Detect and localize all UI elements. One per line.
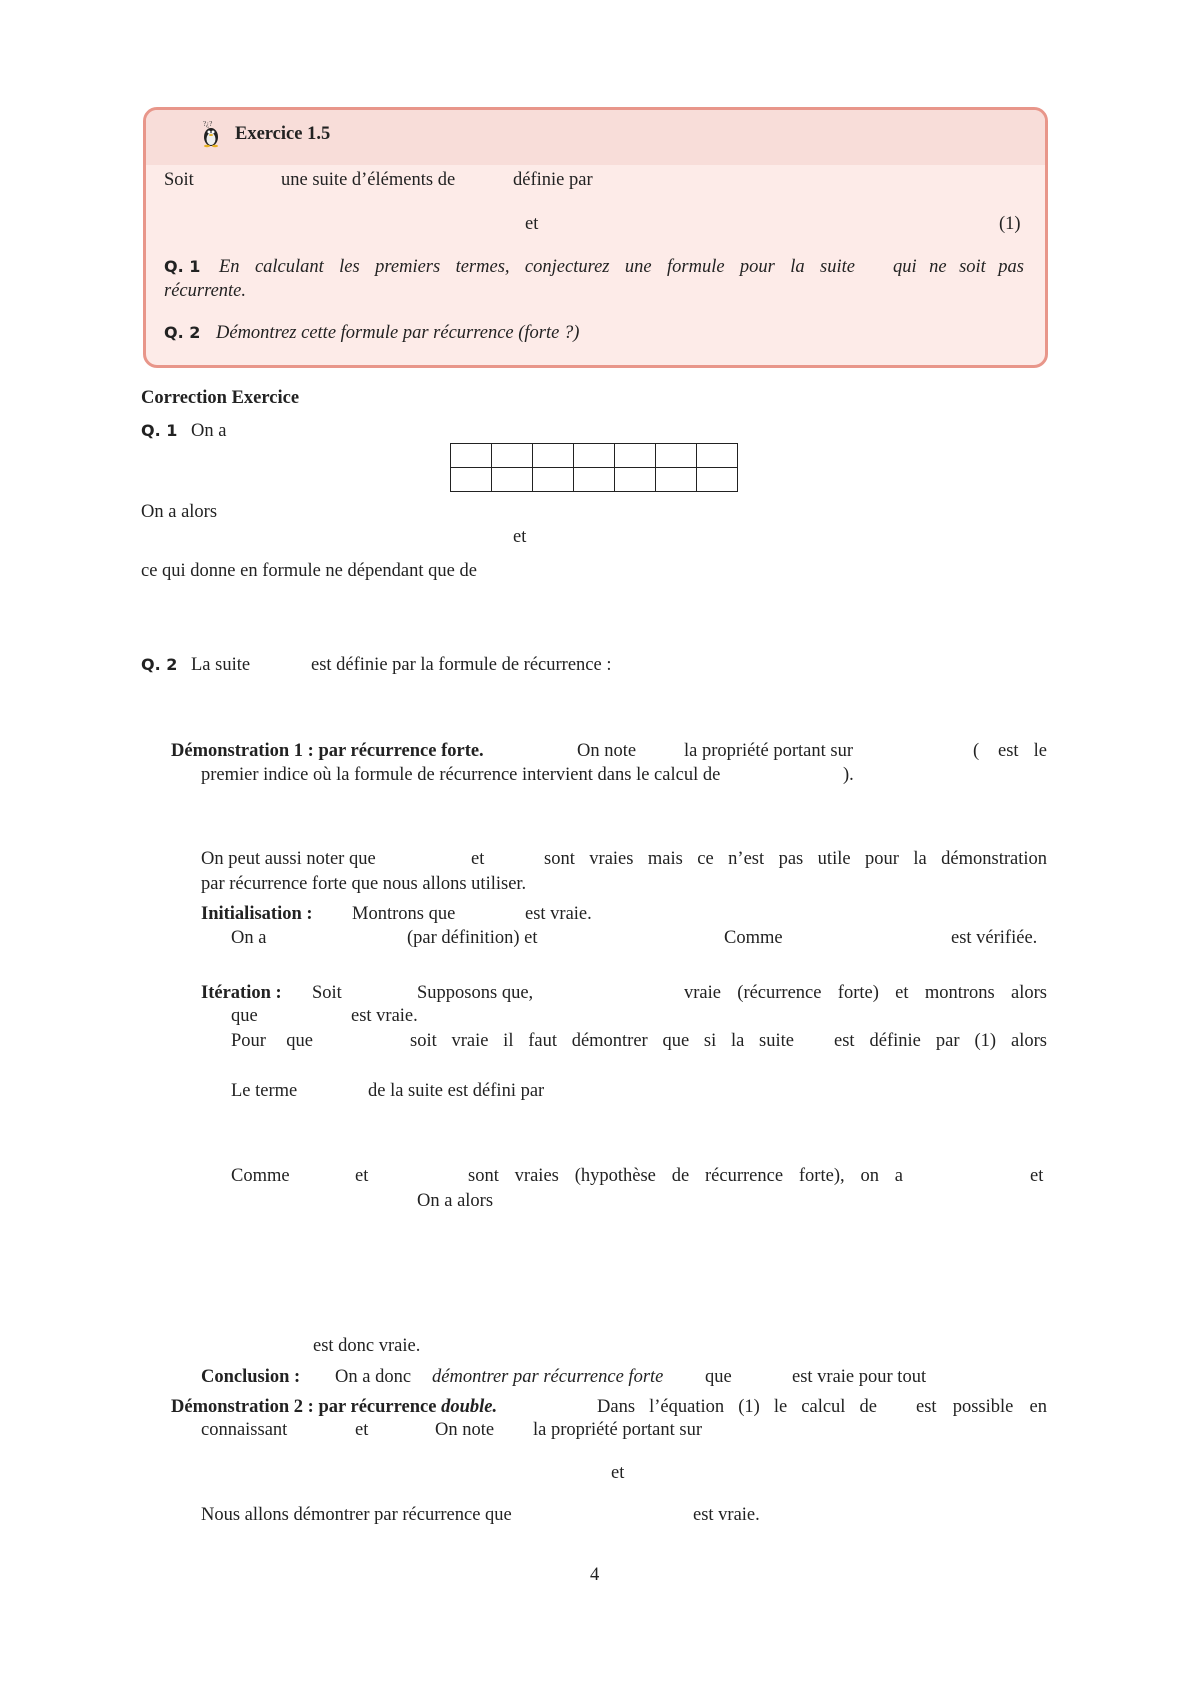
text: et [1030, 1166, 1044, 1186]
text: Montrons que [352, 904, 456, 924]
text: et [525, 214, 539, 234]
text: est définie par la formule de récurrence : [311, 655, 612, 675]
text: la propriété portant sur [533, 1420, 703, 1440]
question-label: Q. 1 [141, 421, 178, 440]
question-label: Q. 1 [164, 257, 201, 276]
text: est vraie pour tout [792, 1367, 927, 1387]
text: Pour que [231, 1031, 313, 1051]
conclusion-label: Conclusion : [201, 1367, 301, 1387]
text: ). [843, 765, 854, 785]
text: Dans l’équation (1) le calcul de [597, 1397, 877, 1417]
text: et [513, 527, 527, 547]
text: Soit [312, 983, 342, 1003]
question-label: Q. 2 [164, 323, 201, 342]
correction-title: Correction Exercice [141, 388, 300, 408]
question-text: Démontrez cette formule par récurrence (forte ?) [216, 323, 580, 343]
tux-penguin-icon [200, 120, 222, 148]
text: La suite [191, 655, 251, 675]
question-text: En calculant les premiers termes, conjecturez une formule pour la suite [219, 257, 855, 277]
text: démontrer par récurrence forte [432, 1367, 664, 1387]
equation-number: (1) [999, 214, 1021, 234]
text: que [231, 1006, 258, 1026]
text: est vraie. [693, 1505, 760, 1525]
text: On a alors [417, 1191, 494, 1211]
text: Comme [724, 928, 783, 948]
text: est vraie. [525, 904, 592, 924]
text: de la suite est défini par [368, 1081, 545, 1101]
text: que [705, 1367, 732, 1387]
text: connaissant [201, 1420, 288, 1440]
text: On a [191, 421, 227, 441]
text: On a [231, 928, 267, 948]
values-table [450, 443, 738, 492]
text: vraie (récurrence forte) et montrons alors [684, 983, 1047, 1003]
text: est donc vraie. [313, 1336, 421, 1356]
demo2-title [171, 1396, 497, 1418]
text: est le [998, 741, 1047, 761]
text: est vraie. [351, 1006, 418, 1026]
question-text: qui ne soit pas [893, 257, 1024, 277]
demo2-title-emphasis: double. [441, 1397, 498, 1417]
text: ce qui donne en formule ne dépendant que de [141, 561, 477, 581]
text: et [355, 1166, 369, 1186]
text: par récurrence forte que nous allons utiliser. [201, 874, 527, 894]
text: On note [435, 1420, 495, 1440]
text: est définie par (1) alors [834, 1031, 1047, 1051]
demo1-title: Démonstration 1 : par récurrence forte. [171, 741, 484, 761]
text: sont vraies (hypothèse de récurrence forte), on a [468, 1166, 903, 1186]
iteration-label: Itération : [201, 983, 282, 1003]
exercise-title: Exercice 1.5 [235, 124, 331, 144]
text: définie par [513, 170, 593, 190]
text: est vérifiée. [951, 928, 1038, 948]
text: ( [973, 741, 980, 761]
demo2-title-text: Démonstration 2 : par récurrence [171, 1397, 437, 1417]
text: premier indice où la formule de récurrence intervient dans le calcul de [201, 765, 721, 785]
text: et [471, 849, 485, 869]
text: (par définition) et [407, 928, 538, 948]
text: une suite d’éléments de [281, 170, 456, 190]
text: soit vraie il faut démontrer que si la suite [410, 1031, 794, 1051]
text: On a alors [141, 502, 218, 522]
text: Soit [164, 170, 194, 190]
text: On a donc [335, 1367, 412, 1387]
initialisation-label: Initialisation : [201, 904, 313, 924]
text: Supposons que, [417, 983, 534, 1003]
text: Le terme [231, 1081, 298, 1101]
text: et [611, 1463, 625, 1483]
text: Nous allons démontrer par récurrence que [201, 1505, 512, 1525]
question-label: Q. 2 [141, 655, 178, 674]
text: On peut aussi noter que [201, 849, 376, 869]
svg-text:?¿?: ?¿? [203, 120, 213, 128]
text: Comme [231, 1166, 290, 1186]
page-number: 4 [590, 1565, 600, 1585]
text: sont vraies mais ce n’est pas utile pour la démonstration [544, 849, 1047, 869]
text: est possible en [916, 1397, 1047, 1417]
text: la propriété portant sur [684, 741, 854, 761]
question-text: récurrente. [164, 281, 247, 301]
text: On note [577, 741, 637, 761]
text: et [355, 1420, 369, 1440]
